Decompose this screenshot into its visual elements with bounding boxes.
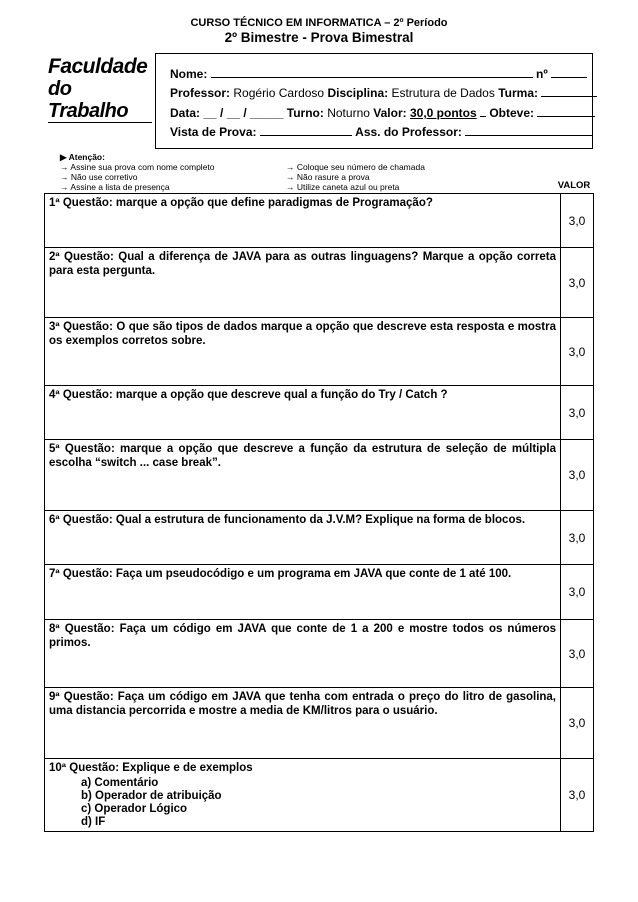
- question-row: [45, 248, 594, 318]
- question-value: 3,0: [561, 511, 594, 565]
- turma-field[interactable]: [541, 86, 597, 97]
- institution-logo: [48, 55, 152, 122]
- question-title: 10ª Questão: Explique e de exemplos: [49, 762, 253, 774]
- nome-label: Nome:: [170, 67, 208, 81]
- question-text: 2ª Questão: Qual a diferença de JAVA para as outras linguagens? Marque a opção correta para esta pergunta.: [45, 248, 561, 318]
- vista-row: [170, 125, 593, 139]
- turno-value: Noturno: [327, 106, 370, 120]
- name-row: [170, 67, 587, 81]
- note-text: Assine a lista de presença: [70, 182, 170, 192]
- logo-line2: do Trabalho: [48, 78, 152, 123]
- question-text: 1ª Questão: marque a opção que define paradigmas de Programação?: [45, 194, 561, 248]
- note-item: [286, 182, 425, 192]
- question-text: 6ª Questão: Qual a estrutura de funcionamento da J.V.M? Explique na forma de blocos.: [45, 511, 561, 565]
- note-item: [60, 182, 215, 192]
- arrow-icon: →: [286, 182, 295, 192]
- list-item: c) Operador Lógico: [81, 803, 188, 815]
- sub-items: [49, 777, 556, 829]
- question-row: [45, 620, 594, 688]
- question-value: 3,0: [561, 440, 594, 511]
- data-row: [170, 106, 595, 120]
- attention-notes: [60, 152, 215, 192]
- question-row: [45, 440, 594, 511]
- vista-label: Vista de Prova:: [170, 125, 257, 139]
- numero-label: nº: [536, 67, 548, 81]
- question-row: [45, 318, 594, 386]
- question-text: 8ª Questão: Faça um código em JAVA que conte de 1 a 200 e mostre todos os números primos.: [45, 620, 561, 688]
- note-item: [60, 162, 215, 172]
- professor-row: [170, 86, 597, 100]
- valor-label: Valor:: [373, 106, 407, 120]
- question-row: [45, 386, 594, 440]
- note-text: Assine sua prova com nome completo: [70, 162, 215, 172]
- question-value: 3,0: [561, 318, 594, 386]
- list-item: b) Operador de atribuição: [81, 790, 222, 802]
- question-text: 5ª Questão: marque a opção que descreve a função da estrutura de seleção de múltipla escolha “switch ... case break”.: [45, 440, 561, 511]
- attention-label: Atenção:: [68, 152, 105, 162]
- disciplina-label: Disciplina:: [327, 86, 389, 100]
- list-item: d) IF: [81, 816, 106, 828]
- logo-line1: Faculdade: [48, 55, 148, 78]
- question-row: [45, 565, 594, 620]
- arrow-icon: →: [60, 162, 69, 172]
- note-item: [286, 162, 425, 172]
- arrow-icon: →: [60, 172, 69, 182]
- name-field[interactable]: [211, 67, 533, 78]
- ass-label: Ass. do Professor:: [355, 125, 462, 139]
- question-row: [45, 194, 594, 248]
- question-row: [45, 759, 594, 832]
- turma-label: Turma:: [498, 86, 538, 100]
- vista-field[interactable]: [260, 125, 352, 136]
- question-text: 3ª Questão: O que são tipos de dados marque a opção que descreve esta resposta e mostra os exemplos corretos sobre.: [45, 318, 561, 386]
- note-text: Utilize caneta azul ou preta: [296, 182, 400, 192]
- professor-value: Rogério Cardoso: [233, 86, 325, 100]
- arrow-icon: →: [286, 172, 295, 182]
- note-text: Não rasure a prova: [296, 172, 370, 182]
- question-value: 3,0: [561, 194, 594, 248]
- question-value: 3,0: [561, 248, 594, 318]
- note-text: Coloque seu número de chamada: [296, 162, 425, 172]
- question-text: 9ª Questão: Faça um código em JAVA que tenha com entrada o preço do litro de gasolina, uma distancia percorrida e mostre a media de KM/litros para o usuário.: [45, 688, 561, 759]
- valor-underline: [480, 106, 486, 117]
- question-text: 4ª Questão: marque a opção que descreve qual a função do Try / Catch ?: [45, 386, 561, 440]
- question-row: [45, 688, 594, 759]
- student-info-box: [155, 53, 593, 149]
- question-value: 3,0: [561, 688, 594, 759]
- arrow-icon: →: [286, 162, 295, 172]
- questions-table: [44, 193, 594, 832]
- course-title: CURSO TÉCNICO EM INFORMATICA – 2º Período: [190, 17, 448, 29]
- question-text: 7ª Questão: Faça um pseudocódigo e um programa em JAVA que conte de 1 até 100.: [45, 565, 561, 620]
- obteve-label: Obteve:: [489, 106, 535, 120]
- disciplina-value: Estrutura de Dados: [391, 86, 495, 100]
- note-item: [286, 172, 425, 182]
- question-text: [45, 759, 561, 832]
- professor-label: Professor:: [170, 86, 231, 100]
- note-item: [60, 172, 215, 182]
- turno-label: Turno:: [286, 106, 324, 120]
- valor-column-header: VALOR: [557, 180, 591, 191]
- arrow-icon: →: [60, 182, 69, 192]
- question-value: 3,0: [561, 759, 594, 832]
- data-label[interactable]: Data: __ / __ / _____: [170, 106, 284, 120]
- list-item: a) Comentário: [81, 777, 159, 789]
- question-value: 3,0: [561, 386, 594, 440]
- attention-notes-right: [286, 162, 425, 192]
- note-text: Não use corretivo: [70, 172, 138, 182]
- valor-value: 30,0 pontos: [409, 106, 477, 120]
- attention-title: [60, 152, 215, 162]
- triangle-icon: ▶: [60, 152, 67, 162]
- question-value: 3,0: [561, 620, 594, 688]
- obteve-field[interactable]: [537, 106, 595, 117]
- question-row: [45, 511, 594, 565]
- exam-title: 2º Bimestre - Prova Bimestral: [224, 30, 414, 45]
- question-value: 3,0: [561, 565, 594, 620]
- numero-field[interactable]: [551, 67, 587, 78]
- signature-field[interactable]: [465, 125, 593, 136]
